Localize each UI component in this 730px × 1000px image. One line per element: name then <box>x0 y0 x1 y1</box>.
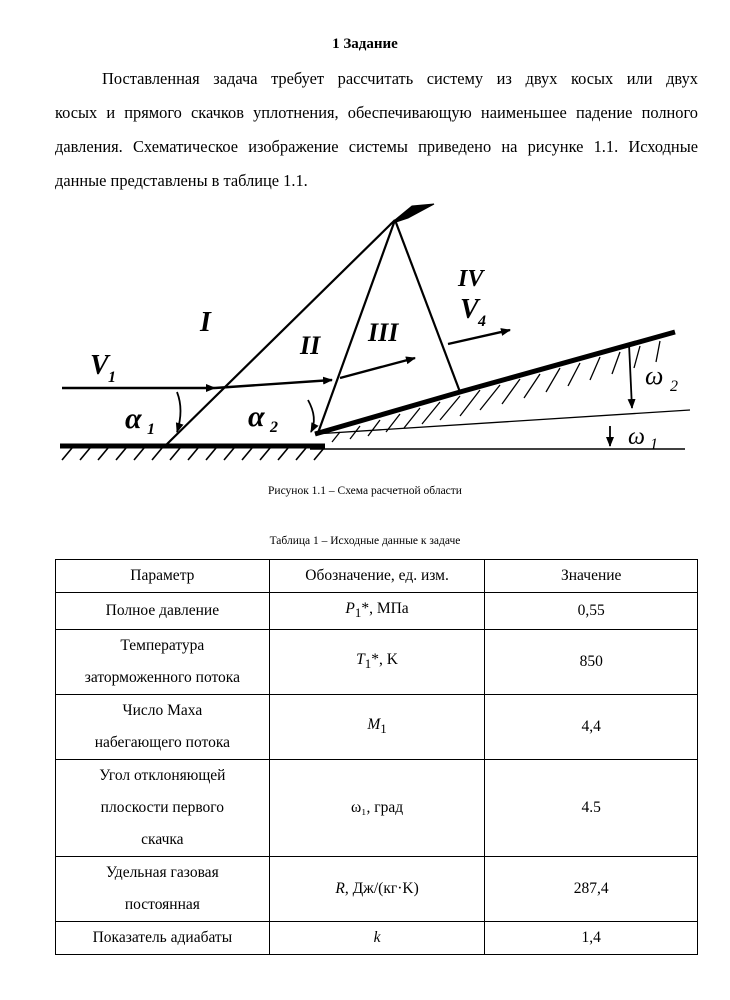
header-value: Значение <box>485 560 698 593</box>
alpha1-subscript: 1 <box>147 421 155 438</box>
param-cell: Число Маха набегающего потока <box>56 695 270 760</box>
v1-subscript: 1 <box>108 369 116 386</box>
paragraph-line-1: Поставленная задача требует рассчитать систему из двух косых или двух <box>102 69 698 88</box>
param-cell: Угол отклоняющей плоскости первого скачка <box>56 760 270 857</box>
param-cell: Показатель адиабаты <box>56 922 270 955</box>
designation-cell: $M_1$ <box>269 695 485 760</box>
designation-cell: $P_1*$, МПа <box>269 593 485 630</box>
table-row <box>56 857 698 922</box>
paragraph-rest: косых и прямого скачков уплотнения, обеспечивающую наименьшее падение полного давления. Схематическое изображение системы приведено на рисунке 1.1. Исходные данные представлены в таблице 1.1. <box>55 103 698 190</box>
task-paragraph <box>55 62 698 198</box>
omega1-subscript: 1 <box>650 436 658 453</box>
table-caption: Таблица 1 – Исходные данные к задаче <box>269 535 461 547</box>
shock-system-figure <box>50 196 700 471</box>
header-designation: Обозначение, ед. изм. <box>269 560 485 593</box>
param-cell: Полное давление <box>56 593 270 630</box>
region-4-label: IV <box>458 266 484 292</box>
value-cell: 287,4 <box>485 857 698 922</box>
v4-subscript: 4 <box>478 313 486 330</box>
region-1-label: I <box>200 307 211 338</box>
section-heading: 1 Задание <box>332 36 398 52</box>
designation-cell: k <box>269 922 485 955</box>
designation-cell: R, Дж/(кг·K) <box>269 857 485 922</box>
value-cell: 1,4 <box>485 922 698 955</box>
designation-cell: ω₁, град <box>269 760 485 857</box>
alpha2-subscript: 2 <box>270 419 278 436</box>
parameters-table <box>55 559 698 955</box>
value-cell: 0,55 <box>485 593 698 630</box>
alpha1-label: α <box>125 402 142 435</box>
region-2-label: II <box>300 331 321 360</box>
table-row <box>56 695 698 760</box>
figure-caption: Рисунок 1.1 – Схема расчетной области <box>268 485 462 497</box>
param-cell: Удельная газовая постоянная <box>56 857 270 922</box>
v1-label: V <box>90 350 109 381</box>
alpha2-label: α <box>248 400 265 433</box>
ground-wall <box>60 446 685 460</box>
param-cell: Температура заторможенного потока <box>56 630 270 695</box>
header-parameter: Параметр <box>56 560 270 593</box>
value-cell: 4,4 <box>485 695 698 760</box>
omega1-label: ω <box>628 424 645 450</box>
table-row <box>56 760 698 857</box>
region-3-label: III <box>368 318 399 347</box>
value-cell: 4.5 <box>485 760 698 857</box>
table-header-row <box>56 560 698 593</box>
value-cell: 850 <box>485 630 698 695</box>
omega2-label: ω <box>645 361 664 390</box>
table-row <box>56 593 698 630</box>
omega2-subscript: 2 <box>670 378 678 395</box>
angle-marks <box>177 344 632 446</box>
table-row <box>56 922 698 955</box>
v4-label: V <box>460 294 479 325</box>
flow-arrows <box>62 330 510 388</box>
designation-cell: $T_1*$, K <box>269 630 485 695</box>
table-row <box>56 630 698 695</box>
